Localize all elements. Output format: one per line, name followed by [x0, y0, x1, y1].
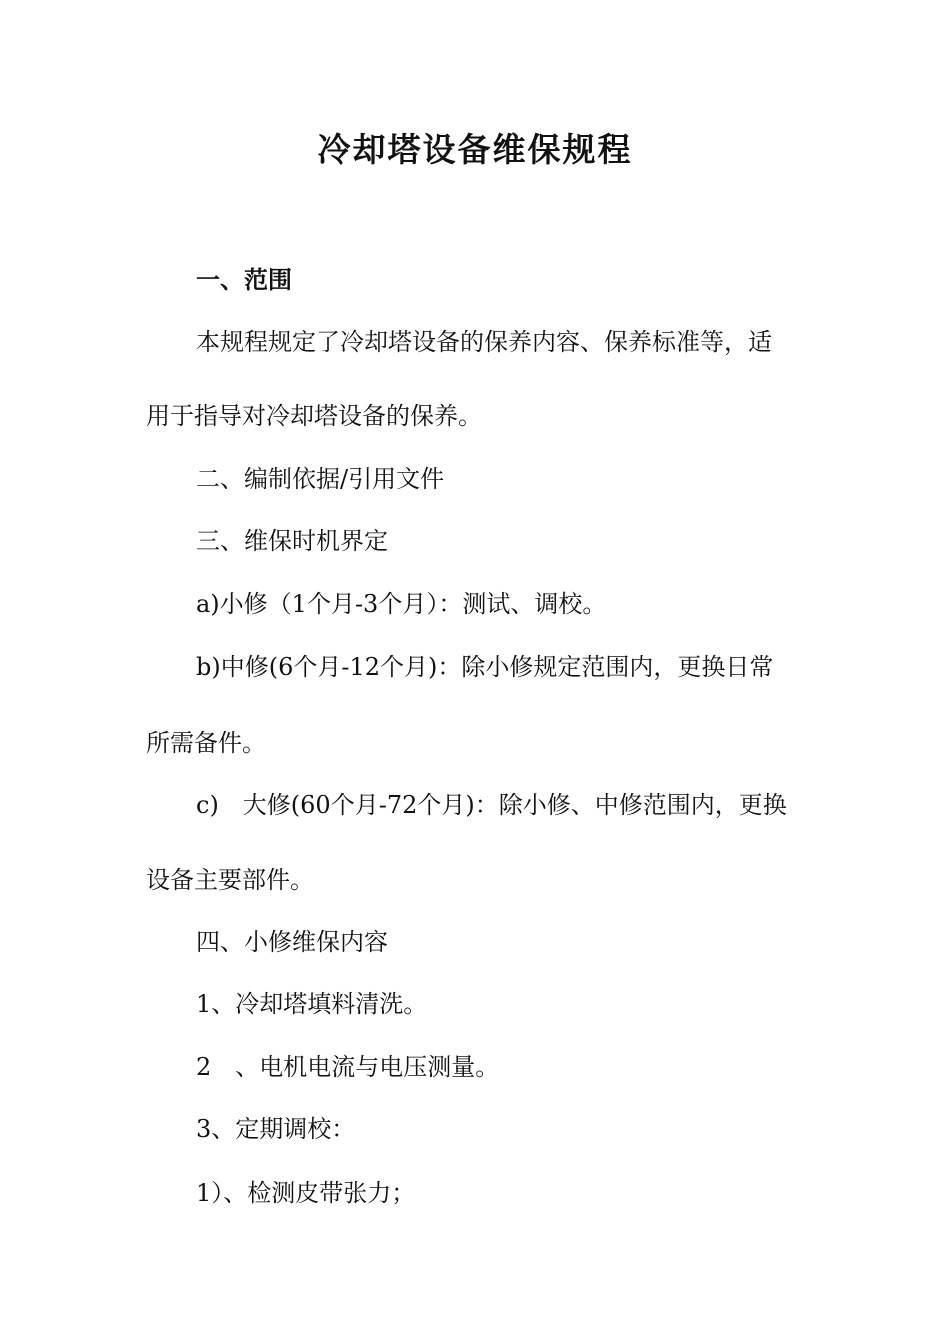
list-item-2: 2 、电机电流与电压测量。	[196, 1053, 500, 1081]
heading-timing: 三、维保时机界定	[196, 527, 388, 555]
paragraph-scope-line-2: 用于指导对冷却塔设备的保养。	[146, 402, 482, 430]
document-title: 冷却塔设备维保规程	[317, 130, 633, 169]
item-medium-repair-line-1: b)中修(6个月-12个月)：除小修规定范围内，更换日常	[196, 653, 774, 681]
heading-minor-content: 四、小修维保内容	[196, 928, 388, 956]
heading-scope: 一、范围	[196, 265, 292, 294]
item-major-repair-line-2: 设备主要部件。	[146, 866, 314, 894]
item-major-repair-line-1: c) 大修(60个月-72个月)：除小修、中修范围内，更换	[196, 791, 787, 819]
heading-basis: 二、编制依据/引用文件	[196, 465, 445, 493]
list-subitem-3-1: 1）、检测皮带张力；	[196, 1179, 416, 1207]
item-medium-repair-line-2: 所需备件。	[146, 729, 266, 757]
list-item-3: 3、定期调校：	[196, 1115, 356, 1143]
paragraph-scope-line-1: 本规程规定了冷却塔设备的保养内容、保养标准等，适	[196, 328, 772, 356]
list-item-1: 1、冷却塔填料清洗。	[196, 990, 428, 1018]
item-minor-repair: a)小修（1个月-3个月）：测试、调校。	[196, 590, 607, 618]
